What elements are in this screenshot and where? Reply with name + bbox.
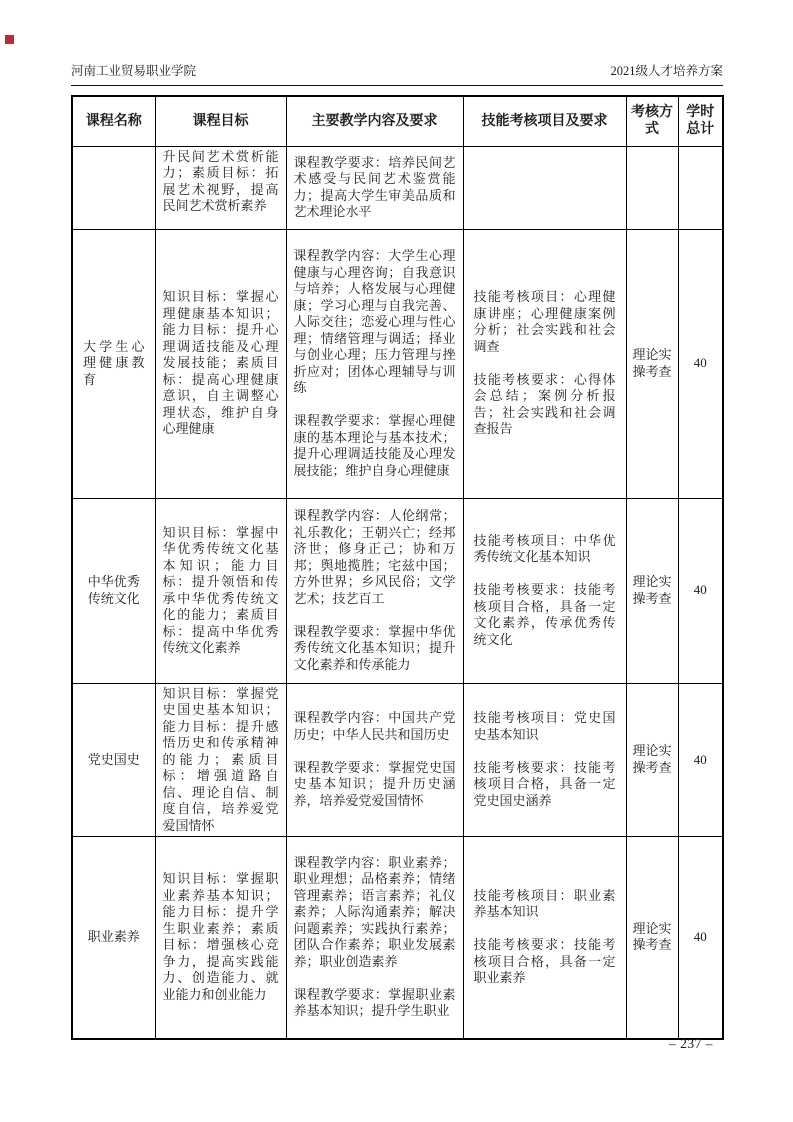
- column-header-teaching-content: 主要教学内容及要求: [286, 96, 463, 146]
- cell-course-name: 大学生心理健康教育: [72, 229, 155, 498]
- cell-total-hours: [678, 146, 723, 229]
- cell-assessment-method: [626, 146, 678, 229]
- skill-items-text: 技能考核项目：党史国史基本知识: [473, 710, 616, 742]
- cell-assessment-method: 理论实操考查: [626, 837, 678, 1039]
- teaching-content-text: 课程教学内容：中国共产党历史；中华人民共和国历史: [293, 710, 456, 742]
- column-header-assessment-method: 考核方式: [626, 96, 678, 146]
- cell-total-hours: 40: [678, 498, 723, 683]
- page-header: [71, 64, 723, 86]
- cell-skill-assessment: [463, 498, 626, 683]
- cell-teaching-content: [286, 229, 463, 498]
- cell-course-name: 职业素养: [72, 837, 155, 1039]
- page-number: – 237 –: [669, 1036, 713, 1051]
- table-row-traditional-culture: [72, 498, 723, 683]
- skill-items-text: 技能考核项目：中华优秀传统文化基本知识: [473, 532, 616, 565]
- teaching-requirement-text: 课程教学要求：掌握心理健康的基本理论与基本技术；提升心理调适技能及心理发展技能；维护自身心理健康: [293, 413, 456, 478]
- teaching-requirement-text: 课程教学要求：掌握党史国史基本知识；提升历史涵养，培养爱党爱国情怀: [293, 759, 456, 808]
- skill-requirement-text: 技能考核要求：技能考核项目合格，具备一定文化素养，传承优秀传统文化: [473, 582, 616, 647]
- red-corner-mark: [5, 35, 14, 44]
- cell-course-name: [72, 146, 155, 229]
- header-program-title: 2021级人才培养方案: [610, 64, 723, 78]
- column-header-course-name: 课程名称: [72, 96, 155, 146]
- cell-objectives: 知识目标：掌握职业素养基本知识；能力目标：提升学生职业素养；素质目标：增强核心竞争力，提高实践能力、创造能力、就业能力和创业能力: [155, 837, 286, 1039]
- cell-course-name: 中华优秀传统文化: [72, 498, 155, 683]
- table-header-row: [72, 96, 723, 146]
- skill-items-text: 技能考核项目：职业素养基本知识: [473, 887, 616, 920]
- table-row-mental-health: [72, 229, 723, 498]
- cell-skill-assessment: [463, 229, 626, 498]
- skill-requirement-text: 技能考核要求：心得体会总结；案例分析报告；社会实践和社会调查报告: [473, 371, 616, 437]
- teaching-content-text: 课程教学内容：职业素养；职业理想；品格素养；情绪管理素养；语言素养；礼仪素养；人际沟通素养；解决问题素养；实践执行素养；团队合作素养；职业发展素养；职业创造素养: [293, 854, 456, 969]
- cell-skill-assessment: [463, 683, 626, 837]
- table-row-professional-quality: [72, 837, 723, 1039]
- teaching-content-text: 课程教学内容：人伦纲常；礼乐教化；王朝兴亡；经邦济世；修身正己；协和万邦；舆地揽胜；宅兹中国；方外世界；乡风民俗；文学艺术；技艺百工: [293, 508, 456, 606]
- cell-skill-assessment: [463, 837, 626, 1039]
- teaching-requirement-text: 课程教学要求：培养民间艺术感受与民间艺术鉴赏能力；提高大学生审美品质和艺术理论水平: [293, 154, 456, 219]
- column-header-objectives: 课程目标: [155, 96, 286, 146]
- cell-objectives: 知识目标：掌握心理健康基本知识；能力目标：提升心理调适技能及心理发展技能；素质目标：提高心理健康意识，自主调整心理状态，维护自身心理健康: [155, 229, 286, 498]
- course-table: [71, 95, 724, 1040]
- column-header-skill-assessment: 技能考核项目及要求: [463, 96, 626, 146]
- cell-teaching-content: [286, 498, 463, 683]
- cell-total-hours: 40: [678, 683, 723, 837]
- cell-objectives: 升民间艺术赏析能力；素质目标：拓展艺术视野，提高民间艺术赏析素养: [155, 146, 286, 229]
- skill-requirement-text: 技能考核要求：技能考核项目合格，具备一定党史国史涵养: [473, 759, 616, 808]
- cell-assessment-method: 理论实操考查: [626, 229, 678, 498]
- cell-assessment-method: 理论实操考查: [626, 498, 678, 683]
- teaching-requirement-text: 课程教学要求：掌握职业素养基本知识；提升学生职业: [293, 986, 456, 1019]
- cell-assessment-method: 理论实操考查: [626, 683, 678, 837]
- teaching-requirement-text: 课程教学要求：掌握中华优秀传统文化基本知识；提升文化素养和传承能力: [293, 623, 456, 672]
- cell-total-hours: 40: [678, 837, 723, 1039]
- teaching-content-text: 课程教学内容：大学生心理健康与心理咨询；自我意识与培养；人格发展与心理健康；学习心理与自我完善、人际交往；恋爱心理与性心理；情绪管理与调适；择业与创业心理；压力管理与挫折应对；团体心理辅导与训练: [293, 248, 456, 395]
- cell-objectives: 知识目标：掌握党史国史基本知识；能力目标：提升感悟历史和传承精神的能力；素质目标：增强道路自信、理论自信、制度自信，培养爱党爱国情怀: [155, 683, 286, 837]
- table-row-folk-art-continuation: [72, 146, 723, 229]
- cell-skill-assessment: [463, 146, 626, 229]
- skill-requirement-text: 技能考核要求：技能考核项目合格，具备一定职业素养: [473, 937, 616, 986]
- cell-objectives: 知识目标：掌握中华优秀传统文化基本知识；能力目标：提升领悟和传承中华优秀传统文化的能力；素质目标：提高中华优秀传统文化素养: [155, 498, 286, 683]
- cell-teaching-content: [286, 146, 463, 229]
- cell-total-hours: 40: [678, 229, 723, 498]
- column-header-total-hours: 学时总计: [678, 96, 723, 146]
- cell-teaching-content: [286, 837, 463, 1039]
- cell-course-name: 党史国史: [72, 683, 155, 837]
- cell-teaching-content: [286, 683, 463, 837]
- table-row-party-history: [72, 683, 723, 837]
- header-school-name: 河南工业贸易职业学院: [71, 64, 197, 78]
- skill-items-text: 技能考核项目：心理健康讲座；心理健康案例分析；社会实践和社会调查: [473, 289, 616, 354]
